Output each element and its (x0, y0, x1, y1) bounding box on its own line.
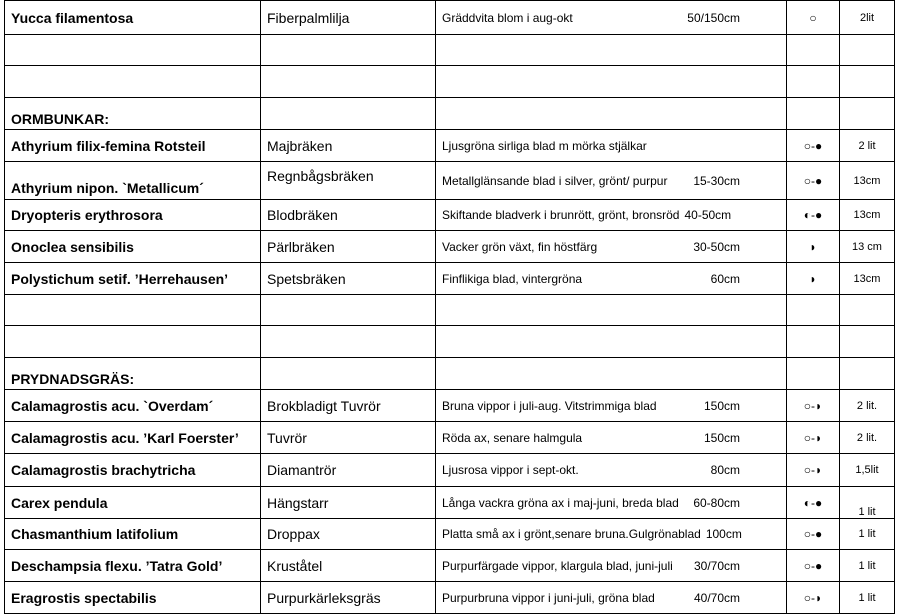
latin-name: Eragrostis spectabilis (5, 582, 261, 614)
plant-row (5, 454, 895, 487)
description: Metallglänsande blad i silver, grönt/ purpur (442, 173, 668, 188)
empty-cell (5, 66, 261, 98)
empty-cell (840, 326, 895, 358)
plant-height: 40/70cm (693, 590, 740, 605)
swedish-name: Purpurkärleksgräs (261, 582, 436, 614)
swedish-name: Spetsbräken (261, 263, 436, 295)
empty-cell (787, 326, 840, 358)
empty-cell (436, 35, 787, 66)
plant-height: 60cm (710, 271, 740, 286)
empty-cell (840, 35, 895, 66)
description: Finflikiga blad, vintergröna (442, 271, 583, 286)
light-requirement-icon: ○-◗ (787, 454, 840, 487)
empty-cell (840, 295, 895, 326)
empty-cell (840, 358, 895, 390)
plant-height: 150cm (703, 398, 740, 413)
description-cell (436, 487, 787, 519)
section-heading-row (5, 358, 895, 390)
description: Purpurfärgade vippor, klargula blad, juni-juli (442, 558, 673, 573)
description-cell (436, 582, 787, 614)
description-cell (436, 200, 787, 231)
description: Gräddvita blom i aug-okt (442, 10, 573, 25)
plant-row (5, 200, 895, 231)
empty-cell (787, 35, 840, 66)
plant-height: 60-80cm (693, 495, 740, 510)
latin-name: Athyrium filix-femina Rotsteil (5, 130, 261, 162)
plant-row (5, 487, 895, 519)
empty-cell (436, 98, 787, 130)
description: Vacker grön växt, fin höstfärg (442, 239, 598, 254)
empty-cell (261, 326, 436, 358)
latin-name: Polystichum setif. ’Herrehausen’ (5, 263, 261, 295)
description-cell (436, 390, 787, 422)
empty-cell (261, 98, 436, 130)
blank-row (5, 35, 895, 66)
plant-row (5, 550, 895, 582)
light-requirement-icon: ○ (787, 1, 840, 35)
empty-cell (261, 358, 436, 390)
pot-size: 1 lit (840, 582, 895, 614)
swedish-name: Hängstarr (261, 487, 436, 519)
plant-row (5, 390, 895, 422)
pot-size: 13 cm (840, 231, 895, 263)
latin-name: Calamagrostis brachytricha (5, 454, 261, 487)
empty-cell (5, 295, 261, 326)
swedish-name: Brokbladigt Tuvrör (261, 390, 436, 422)
section-heading: ORMBUNKAR: (5, 98, 261, 130)
latin-name: Carex pendula (5, 487, 261, 519)
light-requirement-icon: ◐-● (787, 200, 840, 231)
empty-cell (436, 326, 787, 358)
light-requirement-icon: ◐-● (787, 487, 840, 519)
latin-name: Calamagrostis acu. ’Karl Foerster’ (5, 422, 261, 454)
plant-height: 30/70cm (693, 558, 740, 573)
light-requirement-icon: ○-● (787, 519, 840, 550)
plant-row (5, 130, 895, 162)
description: Bruna vippor i juli-aug. Vitstrimmiga blad (442, 398, 657, 413)
empty-cell (5, 35, 261, 66)
pot-size: 1 lit (840, 550, 895, 582)
section-heading: PRYDNADSGRÄS: (5, 358, 261, 390)
empty-cell (261, 295, 436, 326)
swedish-name: Droppax (261, 519, 436, 550)
plant-row (5, 162, 895, 200)
light-requirement-icon: ○-● (787, 130, 840, 162)
light-requirement-icon: ○-◗ (787, 582, 840, 614)
swedish-name: Pärlbräken (261, 231, 436, 263)
description: Skiftande bladverk i brunrött, grönt, bronsröd (442, 208, 680, 222)
light-requirement-icon: ○-◗ (787, 422, 840, 454)
swedish-name: Fiberpalmlilja (261, 1, 436, 35)
pot-size: 13cm (840, 200, 895, 231)
pot-size: 1 lit (840, 487, 895, 519)
plant-height: 30-50cm (693, 239, 740, 254)
description: Purpurbruna vippor i juni-juli, gröna blad (442, 590, 655, 605)
latin-name: Calamagrostis acu. `Overdam´ (5, 390, 261, 422)
plant-row (5, 231, 895, 263)
description: Långa vackra gröna ax i maj-juni, breda blad (442, 495, 679, 510)
description-cell (436, 231, 787, 263)
pot-size: 1 lit (840, 519, 895, 550)
blank-row (5, 66, 895, 98)
section-heading-row (5, 98, 895, 130)
empty-cell (261, 66, 436, 98)
plant-row (5, 1, 895, 35)
plant-row (5, 519, 895, 550)
pot-size: 1,5lit (840, 454, 895, 487)
swedish-name: Tuvrör (261, 422, 436, 454)
blank-row (5, 326, 895, 358)
light-requirement-icon: ○-◗ (787, 390, 840, 422)
latin-name: Dryopteris erythrosora (5, 200, 261, 231)
plant-height: 100cm (705, 527, 742, 541)
pot-size: 2lit (840, 1, 895, 35)
empty-cell (436, 358, 787, 390)
swedish-name: Blodbräken (261, 200, 436, 231)
description-cell (436, 263, 787, 295)
empty-cell (787, 98, 840, 130)
latin-name: Deschampsia flexu. ’Tatra Gold’ (5, 550, 261, 582)
description-cell (436, 519, 787, 550)
pot-size: 13cm (840, 162, 895, 200)
light-requirement-icon: ◗ (787, 263, 840, 295)
light-requirement-icon: ○-● (787, 550, 840, 582)
plant-row (5, 263, 895, 295)
pot-size: 13cm (840, 263, 895, 295)
pot-size: 2 lit. (840, 390, 895, 422)
pot-size: 2 lit (840, 130, 895, 162)
empty-cell (787, 66, 840, 98)
description: Ljusrosa vippor i sept-okt. (442, 463, 579, 477)
latin-name: Onoclea sensibilis (5, 231, 261, 263)
description-cell (436, 1, 787, 35)
empty-cell (436, 66, 787, 98)
plant-table (4, 0, 895, 614)
description-cell (436, 550, 787, 582)
description: Ljusgröna sirliga blad m mörka stjälkar (442, 138, 647, 153)
light-requirement-icon: ○-● (787, 162, 840, 200)
description-cell (436, 130, 787, 162)
empty-cell (787, 295, 840, 326)
swedish-name: Regnbågsbräken (261, 162, 436, 200)
empty-cell (787, 358, 840, 390)
description-cell (436, 454, 787, 487)
description: Platta små ax i grönt,senare bruna.Gulgrönablad (442, 527, 701, 541)
empty-cell (840, 98, 895, 130)
swedish-name: Kruståtel (261, 550, 436, 582)
description-cell (436, 162, 787, 200)
blank-row (5, 295, 895, 326)
plant-height: 15-30cm (693, 173, 740, 188)
empty-cell (261, 35, 436, 66)
pot-size: 2 lit. (840, 422, 895, 454)
plant-table-body (5, 1, 895, 614)
empty-cell (436, 295, 787, 326)
plant-height: 40-50cm (684, 208, 732, 222)
empty-cell (5, 326, 261, 358)
plant-row (5, 422, 895, 454)
latin-name: Athyrium nipon. `Metallicum´ (5, 162, 261, 200)
latin-name: Yucca filamentosa (5, 1, 261, 35)
light-requirement-icon: ◗ (787, 231, 840, 263)
latin-name: Chasmanthium latifolium (5, 519, 261, 550)
description-cell (436, 422, 787, 454)
swedish-name: Diamantrör (261, 454, 436, 487)
swedish-name: Majbräken (261, 130, 436, 162)
plant-row (5, 582, 895, 614)
plant-height: 80cm (710, 463, 740, 477)
description: Röda ax, senare halmgula (442, 430, 583, 445)
empty-cell (840, 66, 895, 98)
plant-height: 50/150cm (687, 10, 740, 25)
plant-height: 150cm (703, 430, 740, 445)
